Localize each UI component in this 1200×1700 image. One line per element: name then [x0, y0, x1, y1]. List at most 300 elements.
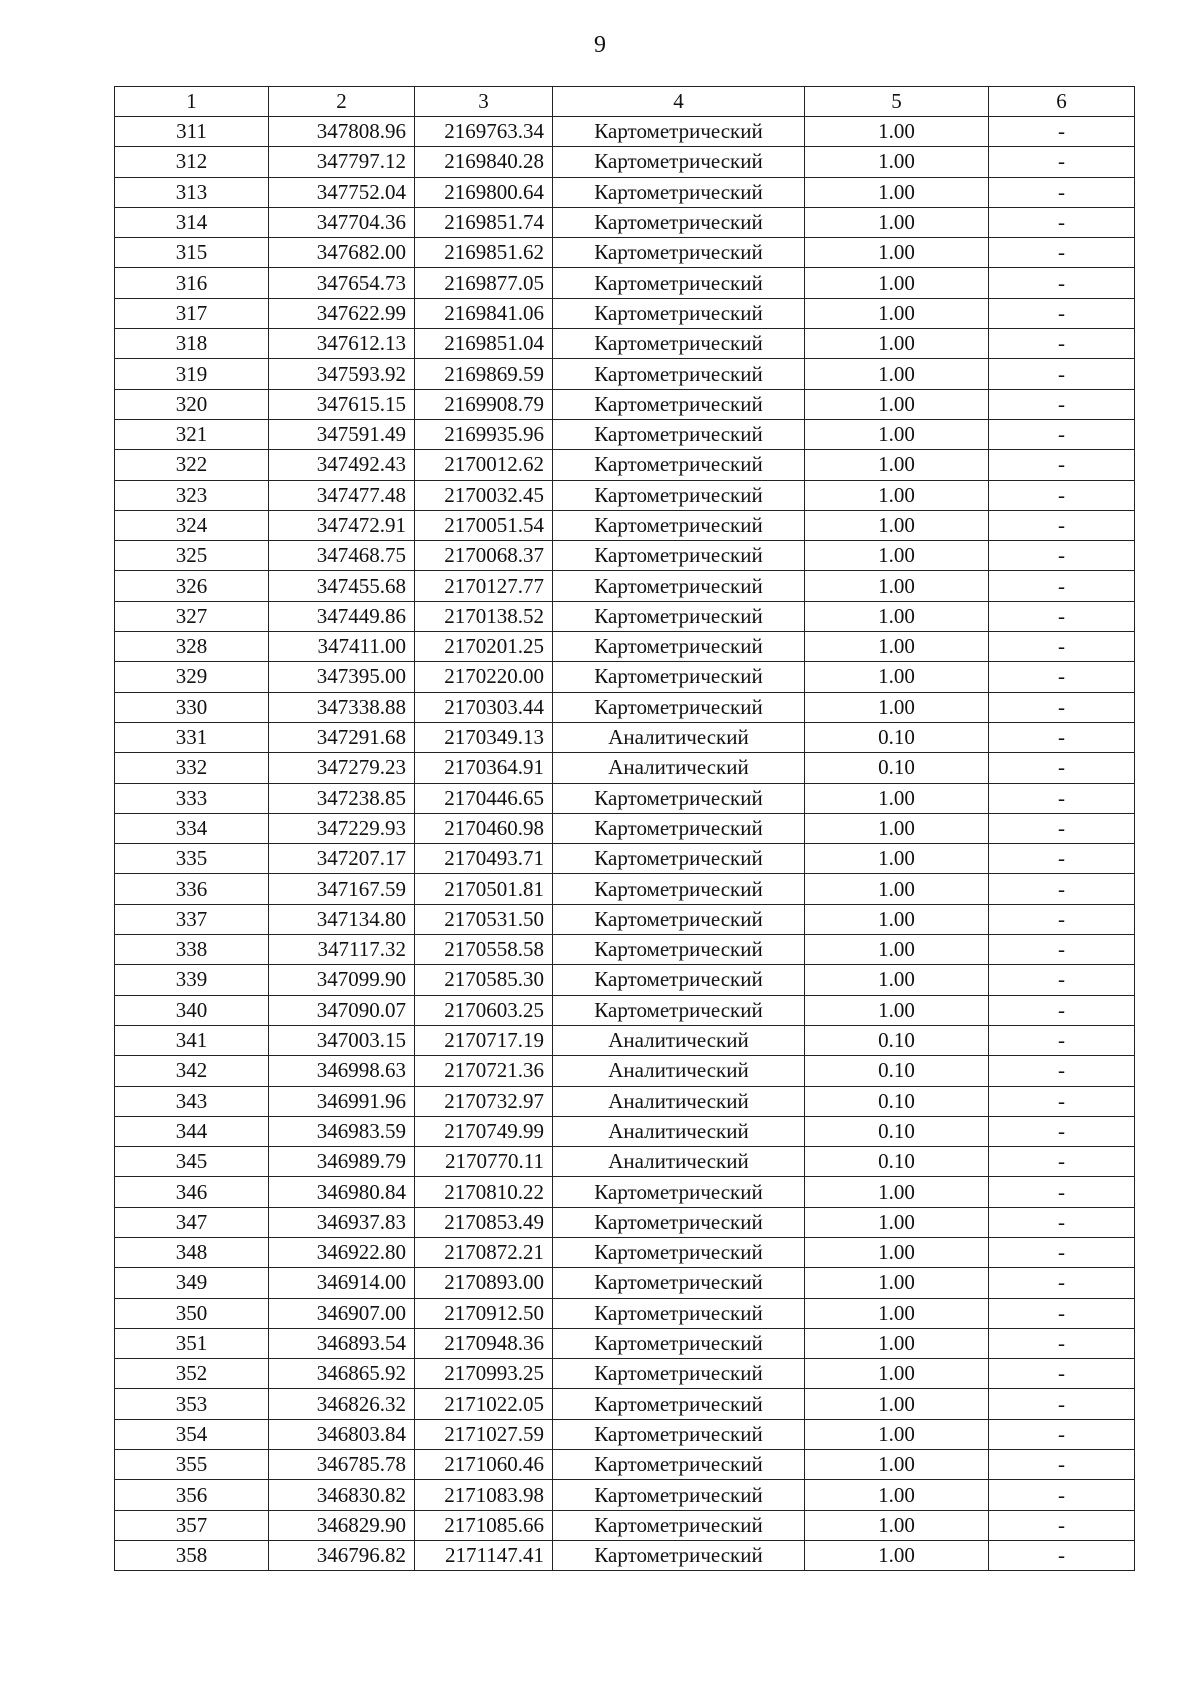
x-coordinate-cell: 346830.82: [269, 1480, 415, 1510]
note-cell: -: [989, 844, 1135, 874]
point-number-cell: 331: [115, 722, 269, 752]
table-body: [115, 117, 1135, 1571]
y-coordinate-cell: 2169841.06: [415, 298, 553, 328]
table-row: [115, 844, 1135, 874]
point-number-cell: 354: [115, 1419, 269, 1449]
accuracy-cell: 0.10: [805, 1147, 989, 1177]
y-coordinate-cell: 2170810.22: [415, 1177, 553, 1207]
accuracy-cell: 1.00: [805, 692, 989, 722]
point-number-cell: 355: [115, 1450, 269, 1480]
coordinates-table: [114, 86, 1135, 1571]
x-coordinate-cell: 346893.54: [269, 1328, 415, 1358]
x-coordinate-cell: 346937.83: [269, 1207, 415, 1237]
note-cell: -: [989, 1116, 1135, 1146]
point-number-cell: 352: [115, 1359, 269, 1389]
y-coordinate-cell: 2170220.00: [415, 662, 553, 692]
table-row: [115, 1025, 1135, 1055]
method-cell: Картометрический: [553, 238, 805, 268]
x-coordinate-cell: 347593.92: [269, 359, 415, 389]
x-coordinate-cell: 346865.92: [269, 1359, 415, 1389]
accuracy-cell: 1.00: [805, 207, 989, 237]
y-coordinate-cell: 2169851.04: [415, 329, 553, 359]
table-row: [115, 541, 1135, 571]
point-number-cell: 342: [115, 1056, 269, 1086]
y-coordinate-cell: 2171060.46: [415, 1450, 553, 1480]
note-cell: -: [989, 117, 1135, 147]
point-number-cell: 313: [115, 177, 269, 207]
method-cell: Аналитический: [553, 1147, 805, 1177]
method-cell: Картометрический: [553, 541, 805, 571]
note-cell: -: [989, 1298, 1135, 1328]
method-cell: Аналитический: [553, 722, 805, 752]
method-cell: Картометрический: [553, 419, 805, 449]
column-header: 3: [415, 87, 553, 117]
table-row: [115, 904, 1135, 934]
accuracy-cell: 1.00: [805, 359, 989, 389]
table-row: [115, 419, 1135, 449]
y-coordinate-cell: 2170493.71: [415, 844, 553, 874]
note-cell: -: [989, 1419, 1135, 1449]
y-coordinate-cell: 2170364.91: [415, 753, 553, 783]
note-cell: -: [989, 1237, 1135, 1267]
accuracy-cell: 1.00: [805, 1237, 989, 1267]
note-cell: -: [989, 753, 1135, 783]
accuracy-cell: 1.00: [805, 783, 989, 813]
accuracy-cell: 1.00: [805, 1328, 989, 1358]
x-coordinate-cell: 346980.84: [269, 1177, 415, 1207]
accuracy-cell: 0.10: [805, 753, 989, 783]
note-cell: -: [989, 874, 1135, 904]
point-number-cell: 350: [115, 1298, 269, 1328]
method-cell: Картометрический: [553, 1207, 805, 1237]
method-cell: Картометрический: [553, 601, 805, 631]
x-coordinate-cell: 347468.75: [269, 541, 415, 571]
accuracy-cell: 1.00: [805, 1177, 989, 1207]
point-number-cell: 338: [115, 935, 269, 965]
x-coordinate-cell: 347477.48: [269, 480, 415, 510]
note-cell: -: [989, 1177, 1135, 1207]
method-cell: Картометрический: [553, 1328, 805, 1358]
table-header-row: [115, 87, 1135, 117]
point-number-cell: 315: [115, 238, 269, 268]
method-cell: Картометрический: [553, 147, 805, 177]
point-number-cell: 336: [115, 874, 269, 904]
accuracy-cell: 1.00: [805, 874, 989, 904]
y-coordinate-cell: 2170501.81: [415, 874, 553, 904]
page-number: 9: [594, 32, 606, 58]
note-cell: -: [989, 783, 1135, 813]
table-row: [115, 1056, 1135, 1086]
x-coordinate-cell: 346989.79: [269, 1147, 415, 1177]
y-coordinate-cell: 2170068.37: [415, 541, 553, 571]
y-coordinate-cell: 2170012.62: [415, 450, 553, 480]
point-number-cell: 347: [115, 1207, 269, 1237]
note-cell: -: [989, 207, 1135, 237]
accuracy-cell: 1.00: [805, 1480, 989, 1510]
y-coordinate-cell: 2171147.41: [415, 1540, 553, 1570]
accuracy-cell: 1.00: [805, 571, 989, 601]
y-coordinate-cell: 2171022.05: [415, 1389, 553, 1419]
point-number-cell: 316: [115, 268, 269, 298]
point-number-cell: 340: [115, 995, 269, 1025]
x-coordinate-cell: 346922.80: [269, 1237, 415, 1267]
column-header: 2: [269, 87, 415, 117]
accuracy-cell: 1.00: [805, 419, 989, 449]
x-coordinate-cell: 347591.49: [269, 419, 415, 449]
y-coordinate-cell: 2170912.50: [415, 1298, 553, 1328]
point-number-cell: 319: [115, 359, 269, 389]
note-cell: -: [989, 1540, 1135, 1570]
accuracy-cell: 1.00: [805, 268, 989, 298]
table-row: [115, 813, 1135, 843]
method-cell: Картометрический: [553, 935, 805, 965]
x-coordinate-cell: 347229.93: [269, 813, 415, 843]
point-number-cell: 328: [115, 632, 269, 662]
point-number-cell: 346: [115, 1177, 269, 1207]
accuracy-cell: 1.00: [805, 935, 989, 965]
point-number-cell: 357: [115, 1510, 269, 1540]
accuracy-cell: 1.00: [805, 238, 989, 268]
method-cell: Аналитический: [553, 753, 805, 783]
method-cell: Картометрический: [553, 177, 805, 207]
accuracy-cell: 1.00: [805, 177, 989, 207]
x-coordinate-cell: 347134.80: [269, 904, 415, 934]
accuracy-cell: 1.00: [805, 601, 989, 631]
x-coordinate-cell: 347797.12: [269, 147, 415, 177]
table-row: [115, 1147, 1135, 1177]
method-cell: Картометрический: [553, 874, 805, 904]
table-row: [115, 238, 1135, 268]
y-coordinate-cell: 2170127.77: [415, 571, 553, 601]
column-header: 6: [989, 87, 1135, 117]
note-cell: -: [989, 1450, 1135, 1480]
table-row: [115, 722, 1135, 752]
note-cell: -: [989, 147, 1135, 177]
x-coordinate-cell: 347615.15: [269, 389, 415, 419]
method-cell: Картометрический: [553, 450, 805, 480]
point-number-cell: 322: [115, 450, 269, 480]
method-cell: Картометрический: [553, 1268, 805, 1298]
y-coordinate-cell: 2169851.62: [415, 238, 553, 268]
note-cell: -: [989, 177, 1135, 207]
point-number-cell: 356: [115, 1480, 269, 1510]
method-cell: Аналитический: [553, 1086, 805, 1116]
method-cell: Картометрический: [553, 359, 805, 389]
table-row: [115, 1359, 1135, 1389]
table-row: [115, 1268, 1135, 1298]
note-cell: -: [989, 389, 1135, 419]
point-number-cell: 325: [115, 541, 269, 571]
method-cell: Картометрический: [553, 117, 805, 147]
method-cell: Картометрический: [553, 813, 805, 843]
method-cell: Картометрический: [553, 298, 805, 328]
x-coordinate-cell: 347411.00: [269, 632, 415, 662]
accuracy-cell: 0.10: [805, 1056, 989, 1086]
point-number-cell: 326: [115, 571, 269, 601]
point-number-cell: 311: [115, 117, 269, 147]
x-coordinate-cell: 347167.59: [269, 874, 415, 904]
method-cell: Картометрический: [553, 1450, 805, 1480]
x-coordinate-cell: 347291.68: [269, 722, 415, 752]
note-cell: -: [989, 1207, 1135, 1237]
table-row: [115, 1116, 1135, 1146]
method-cell: Картометрический: [553, 1480, 805, 1510]
accuracy-cell: 1.00: [805, 904, 989, 934]
table-row: [115, 1450, 1135, 1480]
table-row: [115, 510, 1135, 540]
note-cell: -: [989, 692, 1135, 722]
x-coordinate-cell: 347455.68: [269, 571, 415, 601]
method-cell: Аналитический: [553, 1056, 805, 1086]
method-cell: Картометрический: [553, 995, 805, 1025]
table-row: [115, 1298, 1135, 1328]
y-coordinate-cell: 2171027.59: [415, 1419, 553, 1449]
y-coordinate-cell: 2169877.05: [415, 268, 553, 298]
y-coordinate-cell: 2169851.74: [415, 207, 553, 237]
table-row: [115, 632, 1135, 662]
y-coordinate-cell: 2169840.28: [415, 147, 553, 177]
x-coordinate-cell: 347117.32: [269, 935, 415, 965]
y-coordinate-cell: 2170585.30: [415, 965, 553, 995]
table-row: [115, 298, 1135, 328]
accuracy-cell: 0.10: [805, 722, 989, 752]
y-coordinate-cell: 2170603.25: [415, 995, 553, 1025]
accuracy-cell: 1.00: [805, 1359, 989, 1389]
column-header: 4: [553, 87, 805, 117]
point-number-cell: 318: [115, 329, 269, 359]
point-number-cell: 348: [115, 1237, 269, 1267]
y-coordinate-cell: 2170460.98: [415, 813, 553, 843]
note-cell: -: [989, 1056, 1135, 1086]
x-coordinate-cell: 347207.17: [269, 844, 415, 874]
point-number-cell: 339: [115, 965, 269, 995]
note-cell: -: [989, 359, 1135, 389]
y-coordinate-cell: 2170446.65: [415, 783, 553, 813]
note-cell: -: [989, 329, 1135, 359]
note-cell: -: [989, 571, 1135, 601]
method-cell: Картометрический: [553, 904, 805, 934]
point-number-cell: 349: [115, 1268, 269, 1298]
table-row: [115, 571, 1135, 601]
table-row: [115, 1177, 1135, 1207]
accuracy-cell: 1.00: [805, 541, 989, 571]
x-coordinate-cell: 346785.78: [269, 1450, 415, 1480]
y-coordinate-cell: 2169908.79: [415, 389, 553, 419]
x-coordinate-cell: 347238.85: [269, 783, 415, 813]
point-number-cell: 337: [115, 904, 269, 934]
x-coordinate-cell: 346907.00: [269, 1298, 415, 1328]
table-row: [115, 874, 1135, 904]
table-row: [115, 1328, 1135, 1358]
point-number-cell: 312: [115, 147, 269, 177]
table-row: [115, 329, 1135, 359]
note-cell: -: [989, 1359, 1135, 1389]
y-coordinate-cell: 2170853.49: [415, 1207, 553, 1237]
point-number-cell: 323: [115, 480, 269, 510]
point-number-cell: 321: [115, 419, 269, 449]
x-coordinate-cell: 347090.07: [269, 995, 415, 1025]
table-row: [115, 147, 1135, 177]
x-coordinate-cell: 347682.00: [269, 238, 415, 268]
table-row: [115, 1540, 1135, 1570]
note-cell: -: [989, 813, 1135, 843]
method-cell: Картометрический: [553, 480, 805, 510]
table-row: [115, 753, 1135, 783]
accuracy-cell: 1.00: [805, 329, 989, 359]
note-cell: -: [989, 995, 1135, 1025]
y-coordinate-cell: 2170201.25: [415, 632, 553, 662]
note-cell: -: [989, 419, 1135, 449]
accuracy-cell: 1.00: [805, 1540, 989, 1570]
y-coordinate-cell: 2170893.00: [415, 1268, 553, 1298]
accuracy-cell: 1.00: [805, 389, 989, 419]
y-coordinate-cell: 2170872.21: [415, 1237, 553, 1267]
method-cell: Картометрический: [553, 1510, 805, 1540]
accuracy-cell: 1.00: [805, 1298, 989, 1328]
x-coordinate-cell: 346829.90: [269, 1510, 415, 1540]
x-coordinate-cell: 347338.88: [269, 692, 415, 722]
y-coordinate-cell: 2170732.97: [415, 1086, 553, 1116]
point-number-cell: 327: [115, 601, 269, 631]
note-cell: -: [989, 722, 1135, 752]
table-row: [115, 268, 1135, 298]
table-row: [115, 662, 1135, 692]
table-row: [115, 692, 1135, 722]
table-row: [115, 1510, 1135, 1540]
note-cell: -: [989, 1268, 1135, 1298]
point-number-cell: 329: [115, 662, 269, 692]
table-row: [115, 177, 1135, 207]
note-cell: -: [989, 1147, 1135, 1177]
table-row: [115, 1207, 1135, 1237]
accuracy-cell: 1.00: [805, 1389, 989, 1419]
accuracy-cell: 1.00: [805, 844, 989, 874]
method-cell: Картометрический: [553, 662, 805, 692]
method-cell: Картометрический: [553, 389, 805, 419]
point-number-cell: 335: [115, 844, 269, 874]
y-coordinate-cell: 2170051.54: [415, 510, 553, 540]
note-cell: -: [989, 904, 1135, 934]
accuracy-cell: 1.00: [805, 1419, 989, 1449]
table-row: [115, 450, 1135, 480]
point-number-cell: 317: [115, 298, 269, 328]
y-coordinate-cell: 2170993.25: [415, 1359, 553, 1389]
table-row: [115, 480, 1135, 510]
method-cell: Картометрический: [553, 1389, 805, 1419]
point-number-cell: 324: [115, 510, 269, 540]
x-coordinate-cell: 347612.13: [269, 329, 415, 359]
y-coordinate-cell: 2169869.59: [415, 359, 553, 389]
method-cell: Картометрический: [553, 965, 805, 995]
note-cell: -: [989, 662, 1135, 692]
method-cell: Картометрический: [553, 1298, 805, 1328]
note-cell: -: [989, 298, 1135, 328]
accuracy-cell: 1.00: [805, 510, 989, 540]
table-row: [115, 389, 1135, 419]
y-coordinate-cell: 2169935.96: [415, 419, 553, 449]
x-coordinate-cell: 347752.04: [269, 177, 415, 207]
x-coordinate-cell: 347279.23: [269, 753, 415, 783]
note-cell: -: [989, 1389, 1135, 1419]
x-coordinate-cell: 347654.73: [269, 268, 415, 298]
accuracy-cell: 1.00: [805, 147, 989, 177]
y-coordinate-cell: 2170749.99: [415, 1116, 553, 1146]
y-coordinate-cell: 2169800.64: [415, 177, 553, 207]
point-number-cell: 320: [115, 389, 269, 419]
point-number-cell: 343: [115, 1086, 269, 1116]
accuracy-cell: 1.00: [805, 632, 989, 662]
column-header: 1: [115, 87, 269, 117]
x-coordinate-cell: 346826.32: [269, 1389, 415, 1419]
y-coordinate-cell: 2170558.58: [415, 935, 553, 965]
accuracy-cell: 1.00: [805, 1268, 989, 1298]
accuracy-cell: 0.10: [805, 1025, 989, 1055]
method-cell: Картометрический: [553, 844, 805, 874]
accuracy-cell: 0.10: [805, 1116, 989, 1146]
method-cell: Картометрический: [553, 632, 805, 662]
point-number-cell: 333: [115, 783, 269, 813]
y-coordinate-cell: 2169763.34: [415, 117, 553, 147]
accuracy-cell: 1.00: [805, 450, 989, 480]
note-cell: -: [989, 601, 1135, 631]
table-row: [115, 1389, 1135, 1419]
point-number-cell: 353: [115, 1389, 269, 1419]
y-coordinate-cell: 2170770.11: [415, 1147, 553, 1177]
method-cell: Аналитический: [553, 1025, 805, 1055]
accuracy-cell: 1.00: [805, 662, 989, 692]
point-number-cell: 314: [115, 207, 269, 237]
note-cell: -: [989, 238, 1135, 268]
y-coordinate-cell: 2170303.44: [415, 692, 553, 722]
x-coordinate-cell: 347449.86: [269, 601, 415, 631]
x-coordinate-cell: 347492.43: [269, 450, 415, 480]
x-coordinate-cell: 347099.90: [269, 965, 415, 995]
point-number-cell: 341: [115, 1025, 269, 1055]
accuracy-cell: 1.00: [805, 117, 989, 147]
x-coordinate-cell: 347622.99: [269, 298, 415, 328]
accuracy-cell: 1.00: [805, 1510, 989, 1540]
method-cell: Картометрический: [553, 510, 805, 540]
y-coordinate-cell: 2170721.36: [415, 1056, 553, 1086]
y-coordinate-cell: 2170948.36: [415, 1328, 553, 1358]
accuracy-cell: 1.00: [805, 480, 989, 510]
accuracy-cell: 1.00: [805, 965, 989, 995]
table-row: [115, 601, 1135, 631]
table-row: [115, 117, 1135, 147]
note-cell: -: [989, 541, 1135, 571]
table-row: [115, 935, 1135, 965]
table-row: [115, 207, 1135, 237]
note-cell: -: [989, 632, 1135, 662]
accuracy-cell: 1.00: [805, 298, 989, 328]
note-cell: -: [989, 1025, 1135, 1055]
note-cell: -: [989, 450, 1135, 480]
y-coordinate-cell: 2171085.66: [415, 1510, 553, 1540]
x-coordinate-cell: 346803.84: [269, 1419, 415, 1449]
method-cell: Картометрический: [553, 1237, 805, 1267]
method-cell: Картометрический: [553, 783, 805, 813]
x-coordinate-cell: 347472.91: [269, 510, 415, 540]
y-coordinate-cell: 2170032.45: [415, 480, 553, 510]
y-coordinate-cell: 2170531.50: [415, 904, 553, 934]
x-coordinate-cell: 346796.82: [269, 1540, 415, 1570]
x-coordinate-cell: 347003.15: [269, 1025, 415, 1055]
x-coordinate-cell: 346914.00: [269, 1268, 415, 1298]
x-coordinate-cell: 347808.96: [269, 117, 415, 147]
method-cell: Картометрический: [553, 1177, 805, 1207]
table-row: [115, 965, 1135, 995]
y-coordinate-cell: 2170349.13: [415, 722, 553, 752]
